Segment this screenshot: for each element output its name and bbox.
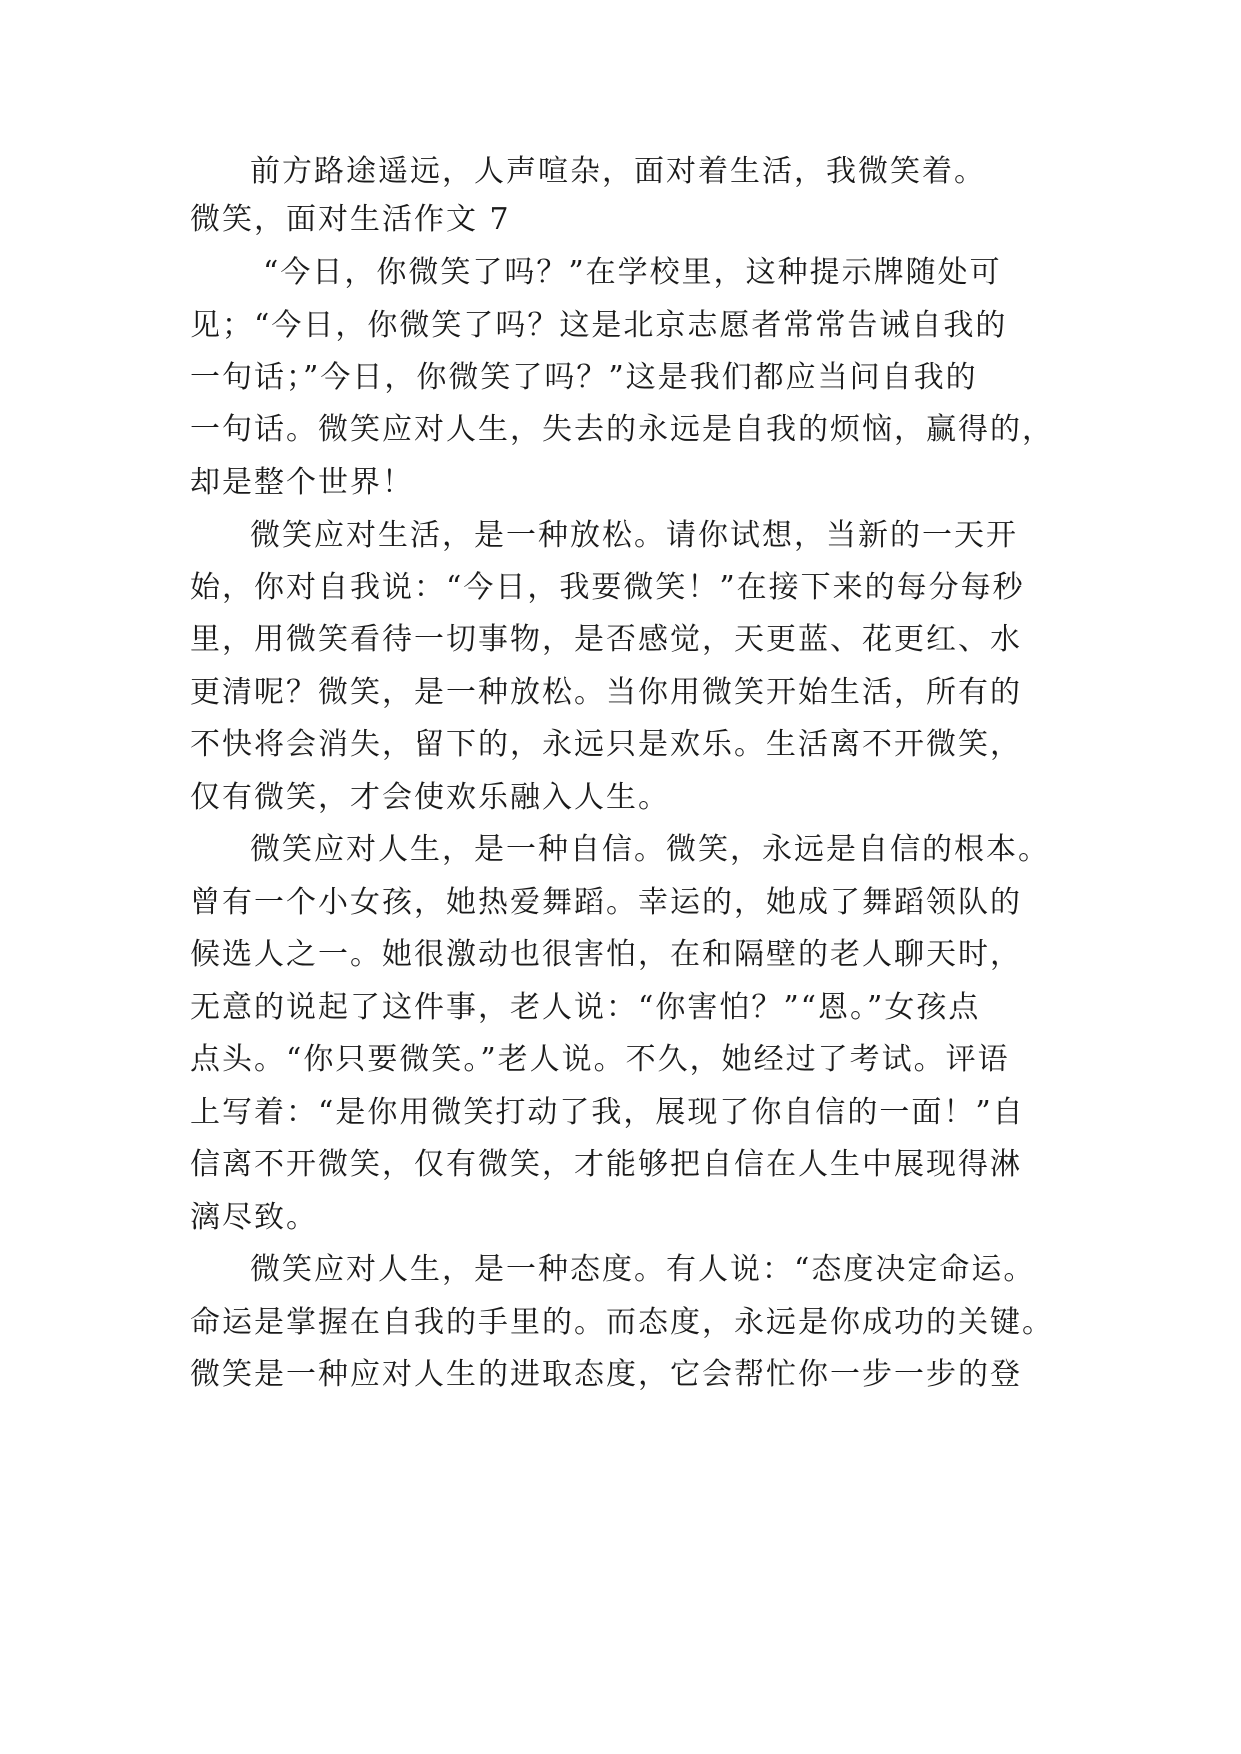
paragraph-line: 命运是掌握在自我的手里的。而态度，永远是你成功的关键。 (190, 1305, 1054, 1340)
paragraph-line: 微笑是一种应对人生的进取态度，它会帮忙你一步一步的登 (190, 1357, 1022, 1392)
paragraph-line: 见；“今日，你微笑了吗？这是北京志愿者常常告诫自我的 (190, 308, 1008, 343)
paragraph-line: 里，用微笑看待一切事物，是否感觉，天更蓝、花更红、水 (190, 622, 1022, 657)
paragraph-line: 始，你对自我说：“今日，我要微笑！”在接下来的每分每秒 (190, 570, 1025, 605)
paragraph-line: 不快将会消失，留下的，永远只是欢乐。生活离不开微笑， (190, 727, 1022, 762)
section-heading: 微笑，面对生活作文 7 (190, 202, 511, 237)
paragraph-line: 信离不开微笑，仅有微笑，才能够把自信在人生中展现得淋 (190, 1147, 1022, 1182)
paragraph-line: 上写着：“是你用微笑打动了我，展现了你自信的一面！”自 (190, 1095, 1025, 1130)
paragraph-line: 曾有一个小女孩，她热爱舞蹈。幸运的，她成了舞蹈领队的 (190, 885, 1022, 920)
paragraph-line: 前方路途遥远，人声喧杂，面对着生活，我微笑着。 (250, 154, 986, 189)
paragraph-line: 仅有微笑，才会使欢乐融入人生。 (190, 780, 670, 815)
paragraph-line: 却是整个世界！ (190, 465, 414, 500)
paragraph-line: 微笑应对生活，是一种放松。请你试想，当新的一天开 (250, 518, 1018, 553)
paragraph-line: 微笑应对人生，是一种态度。有人说：“态度决定命运。 (250, 1252, 1036, 1287)
paragraph-line: 微笑应对人生，是一种自信。微笑，永远是自信的根本。 (250, 832, 1050, 867)
paragraph-line: 更清呢？微笑，是一种放松。当你用微笑开始生活，所有的 (190, 675, 1022, 710)
paragraph-line: 一句话；”今日，你微笑了吗？”这是我们都应当问自我的 (190, 360, 978, 395)
paragraph-line: 漓尽致。 (190, 1200, 318, 1235)
paragraph-line: 候选人之一。她很激动也很害怕，在和隔壁的老人聊天时， (190, 937, 1022, 972)
paragraph-line: 点头。“你只要微笑。”老人说。不久，她经过了考试。评语 (190, 1042, 1010, 1077)
paragraph-line: 无意的说起了这件事，老人说：“你害怕？”“恩。”女孩点 (190, 990, 981, 1025)
paragraph-line: 一句话。微笑应对人生，失去的永远是自我的烦恼，赢得的， (190, 412, 1054, 447)
paragraph-line: “今日，你微笑了吗？”在学校里，这种提示牌随处可 (263, 255, 1002, 290)
